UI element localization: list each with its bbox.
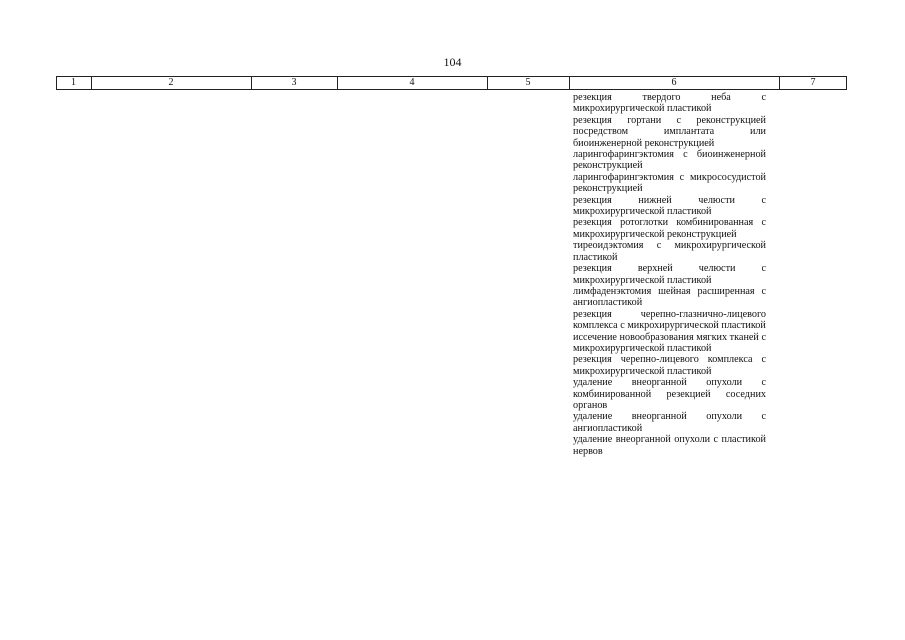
table-divider (251, 76, 252, 90)
procedure-entry: ларингофарингэктомия с микрососудистой реконструкцией (573, 171, 766, 195)
procedure-entry: резекция нижней челюсти с микрохирургической пластикой (573, 194, 766, 218)
page-number: 104 (443, 55, 462, 69)
procedure-entry: резекция черепно-лицевого комплекса с микрохирургической пластикой (573, 354, 766, 377)
procedure-entry: резекция верхней челюсти с микрохирургической пластикой (573, 263, 766, 286)
procedure-entry: удаление внеорганной опухоли с комбинированной резекцией соседних органов (573, 377, 766, 411)
procedure-entry: иссечение новообразования мягких тканей с микрохирургической пластикой (573, 331, 766, 354)
procedure-entry: удаление внеорганной опухоли с ангиопластикой (573, 411, 766, 434)
procedure-entry: лимфаденэктомия шейная расширенная с ангиопластикой (573, 285, 766, 309)
procedure-entry: удаление внеорганной опухоли с пластикой нервов (573, 434, 766, 457)
column-header-1: 1 (71, 77, 76, 88)
column-header-5: 5 (525, 77, 531, 88)
column-header-3: 3 (291, 77, 297, 88)
table-divider (569, 76, 570, 90)
table-divider (779, 76, 780, 90)
column-header-2: 2 (168, 77, 174, 88)
procedure-entry: резекция твердого неба с микрохирургической пластикой (573, 92, 766, 115)
column-header-4: 4 (409, 77, 415, 88)
column-header-6: 6 (671, 77, 677, 88)
table-divider (91, 76, 92, 90)
table-divider (337, 76, 338, 90)
procedure-entry: резекция гортани с реконструкцией посредством имплантата или биоинженерной реконструкцией (573, 114, 766, 149)
column-6-procedure-list (573, 92, 766, 457)
table-header-row (56, 76, 847, 90)
procedure-entry: тиреоидэктомия с микрохирургической пластикой (573, 240, 766, 263)
table-divider (846, 76, 847, 90)
table-divider (487, 76, 488, 90)
procedure-entry: резекция черепно-глазнично-лицевого комплекса с микрохирургической пластикой (573, 308, 766, 332)
procedure-entry: ларингофарингэктомия с биоинженерной реконструкцией (573, 149, 766, 172)
table-divider (56, 76, 57, 90)
column-header-7: 7 (810, 77, 816, 88)
procedure-entry: резекция ротоглотки комбинированная с микрохирургической реконструкцией (573, 217, 766, 240)
